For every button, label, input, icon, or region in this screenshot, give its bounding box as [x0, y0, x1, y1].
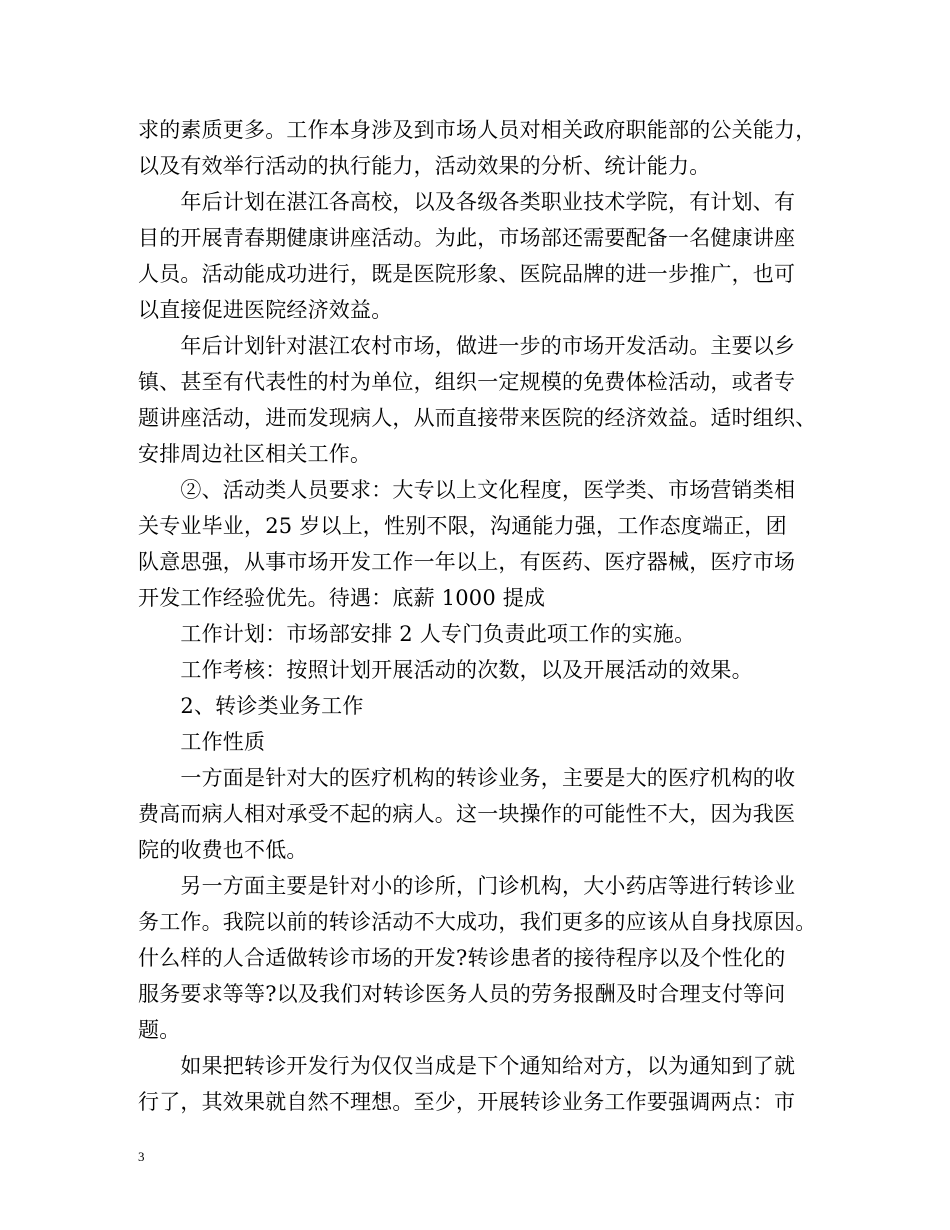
body-text-line: 目的开展青春期健康讲座活动。为此，市场部还需要配备一名健康讲座 — [138, 226, 796, 250]
body-text-line: 安排周边社区相关工作。 — [138, 442, 372, 466]
body-text-line: 工作考核：按照计划开展活动的次数，以及开展活动的效果。 — [138, 658, 753, 682]
body-text-line: 什么样的人合适做转诊市场的开发?转诊患者的接待程序以及个性化的 — [138, 946, 786, 970]
body-text-line: ②、活动类人员要求：大专以上文化程度，医学类、市场营销类相 — [138, 478, 796, 502]
body-text-line: 队意思强，从事市场开发工作一年以上，有医药、医疗器械，医疗市场 — [138, 550, 796, 574]
body-text-line: 以及有效举行活动的执行能力，活动效果的分析、统计能力。 — [138, 154, 711, 178]
body-text-line: 行了，其效果就自然不理想。至少，开展转诊业务工作要强调两点：市 — [138, 1090, 796, 1114]
body-text-line: 关专业毕业，25 岁以上，性别不限，沟通能力强，工作态度端正，团 — [138, 514, 787, 538]
body-text-line: 题讲座活动，进而发现病人，从而直接带来医院的经济效益。适时组织、 — [138, 406, 817, 430]
section-heading: 2、转诊类业务工作 — [138, 694, 364, 718]
body-text-line: 年后计划针对湛江农村市场，做进一步的市场开发活动。主要以乡 — [138, 334, 796, 358]
body-text-line: 如果把转诊开发行为仅仅当成是下个通知给对方，以为通知到了就 — [138, 1054, 796, 1078]
subsection-heading: 工作性质 — [138, 730, 266, 754]
body-text-line: 以直接促进医院经济效益。 — [138, 298, 393, 322]
body-text-line: 务工作。我院以前的转诊活动不大成功，我们更多的应该从自身找原因。 — [138, 910, 817, 934]
body-text-line: 题。 — [138, 1018, 181, 1042]
page-number: 3 — [138, 1149, 145, 1164]
body-text-line: 费高而病人相对承受不起的病人。这一块操作的可能性不大，因为我医 — [138, 802, 796, 826]
body-text-line: 人员。活动能成功进行，既是医院形象、医院品牌的进一步推广，也可 — [138, 262, 796, 286]
body-text-line: 工作计划：市场部安排 2 人专门负责此项工作的实施。 — [138, 622, 696, 646]
body-text-line: 院的收费也不低。 — [138, 838, 308, 862]
body-text-line: 另一方面主要是针对小的诊所，门诊机构，大小药店等进行转诊业 — [138, 874, 796, 898]
body-text-line: 年后计划在湛江各高校，以及各级各类职业技术学院，有计划、有 — [138, 190, 796, 214]
body-text-line: 求的素质更多。工作本身涉及到市场人员对相关政府职能部的公关能力， — [138, 118, 817, 142]
body-text-line: 服务要求等等?以及我们对转诊医务人员的劳务报酬及时合理支付等问 — [138, 982, 786, 1006]
body-text-line: 镇、甚至有代表性的村为单位，组织一定规模的免费体检活动，或者专 — [138, 370, 796, 394]
body-text-line: 一方面是针对大的医疗机构的转诊业务，主要是大的医疗机构的收 — [138, 766, 796, 790]
body-text-line: 开发工作经验优先。待遇：底薪 1000 提成 — [138, 586, 546, 610]
